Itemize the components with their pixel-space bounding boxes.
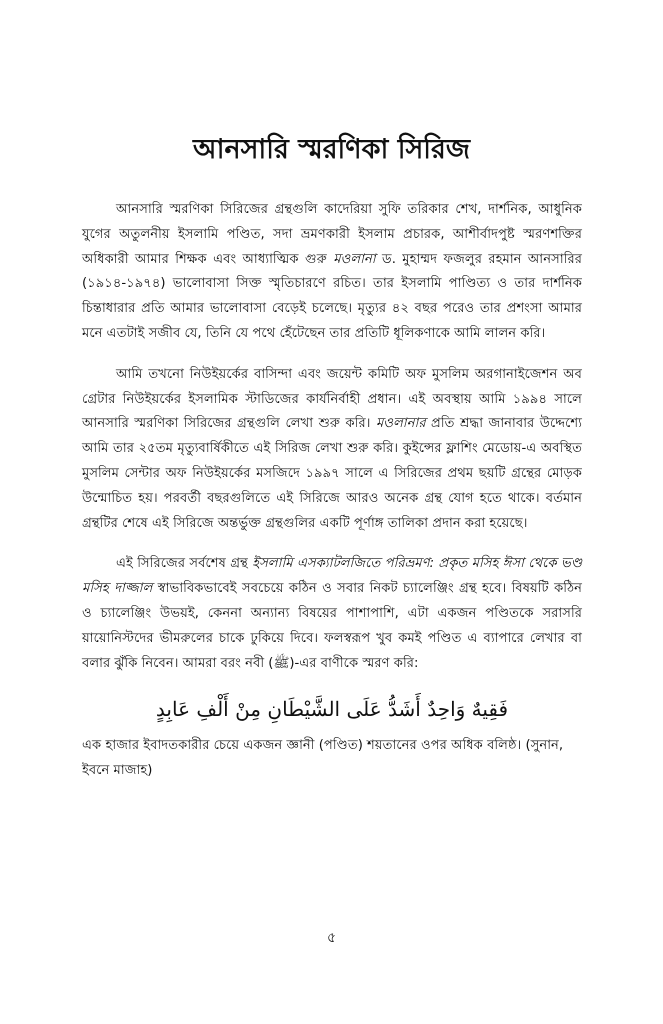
paragraph-1 (82, 198, 582, 347)
paragraph-3 (82, 552, 582, 676)
book-title-italic: ইসলামি এসক্যাটলজিতে পরিভ্রমণ: প্রকৃত মসিহ ঈসা থেকে ভণ্ড মসিহ দাজ্জাল (82, 556, 582, 597)
hadith-translation: এক হাজার ইবাদতকারীর চেয়ে একজন জ্ঞানী (পণ্ডিত) শয়তানের ওপর অধিক বলিষ্ঠ। (সুনান, ইবনে মাজাহ) (82, 738, 564, 779)
paragraph-2-text: আমি তখনো নিউইয়র্কের বাসিন্দা এবং জয়েন্ট কমিটি অফ মুসলিম অরগানাইজেশন অব গ্রেটার নিউইয়র্কের ইসলামিক স্টাডিজের কার্যনির্বাহী প্রধান। এই অবস্থায় আমি ১৯৯৪ সালে আনসারি স্মরণিকা সিরিজের গ্রন্থগুলি লেখা শুরু করি। (82, 366, 582, 432)
paragraph-1-text: আনসারি স্মরণিকা সিরিজের গ্রন্থগুলি কাদেরিয়া সুফি তরিকার শেখ, দার্শনিক, আধুনিক যুগের অতুলনীয় ইসলামি পণ্ডিত, সদা ভ্রমণকারী ইসলাম প্রচারক, আশীর্বাদপুষ্ট স্মরণশক্তির অধিকারী আমার শিক্ষক এবং আধ্যাত্মিক গুরু (82, 202, 582, 267)
arabic-hadith: فَقِيهٌ وَاحِدٌ أَشَدُّ عَلَى الشَّيْطَانِ مِنْ أَلْفِ عَابِدٍ (155, 697, 509, 722)
salawat-symbol: ﷺ (273, 655, 290, 671)
page-title: আনসারি স্মরণিকা সিরিজ (192, 134, 471, 166)
paragraph-3-end: )-এর বাণীকে স্মরণ করি: (289, 655, 419, 671)
page-number: ৫ (326, 930, 337, 946)
paragraph-2-rest: প্রতি শ্রদ্ধা জানাবার উদ্দেশ্যে আমি তার ২৫তম মৃত্যুবার্ষিকীতে এই সিরিজ লেখা শুরু করি। কুইন্সের ফ্লাশিং মেডোয়-এ অবস্থিত মুসলিম সেন্টার অফ নিউইয়র্কের মসজিদে ১৯৯৭ সালে এ সিরিজের প্রথম ছয়টি গ্রন্থের মোড়ক উন্মোচিত হয়। পরবর্তী বছরগুলিতে এই সিরিজে আরও অনেক গ্রন্থ যোগ হতে থাকে। বর্তমান গ্রন্থটির শেষে এই সিরিজে অন্তর্ভুক্ত গ্রন্থগুলির একটি পূর্ণাঙ্গ তালিকা প্রদান করা হয়েছে। (82, 416, 582, 531)
main-text (82, 198, 582, 784)
maulanar-italic: মওলানার (375, 416, 426, 432)
paragraph-1-rest: ড. মুহাম্মদ ফজলুর রহমান আনসারির (১৯১৪-১৯৭৪) ভালোবাসা সিক্ত স্মৃতিচারণে রচিত। তার ইসলামি পাণ্ডিত্য ও তার দার্শনিক চিন্তাধারার প্রতি আমার ভালোবাসা বেড়েই চলেছে। মৃত্যুর ৪২ বছর পরেও তার প্রশংসা আমার মনে এতটাই সজীব যে, তিনি যে পথে হেঁটেছেন তার প্রতিটি ধূলিকণাকে আমি লালন করি। (82, 251, 582, 341)
paragraph-2 (82, 363, 582, 537)
paragraph-3-rest: স্বাভাবিকভাবেই সবচেয়ে কঠিন ও সবার নিকট চ্যালেঞ্জিং গ্রন্থ হবে। বিষয়টি কঠিন ও চ্যালেঞ্জিং উভয়ই, কেননা অন্যান্য বিষয়ের পাশাপাশি, এটা একজন পণ্ডিতকে সরাসরি য়ায়োনিস্টদের ভীমরুলের চাকে ঢুকিয়ে দিবে। ফলস্বরূপ খুব কমই পণ্ডিত এ ব্যাপারে লেখার বা বলার ঝুঁকি নিবেন। আমরা বরং নবী ( (82, 581, 582, 671)
maulana-italic: মওলানা (333, 251, 376, 267)
paragraph-3-text: এই সিরিজের সর্বশেষ গ্রন্থ (116, 556, 248, 572)
